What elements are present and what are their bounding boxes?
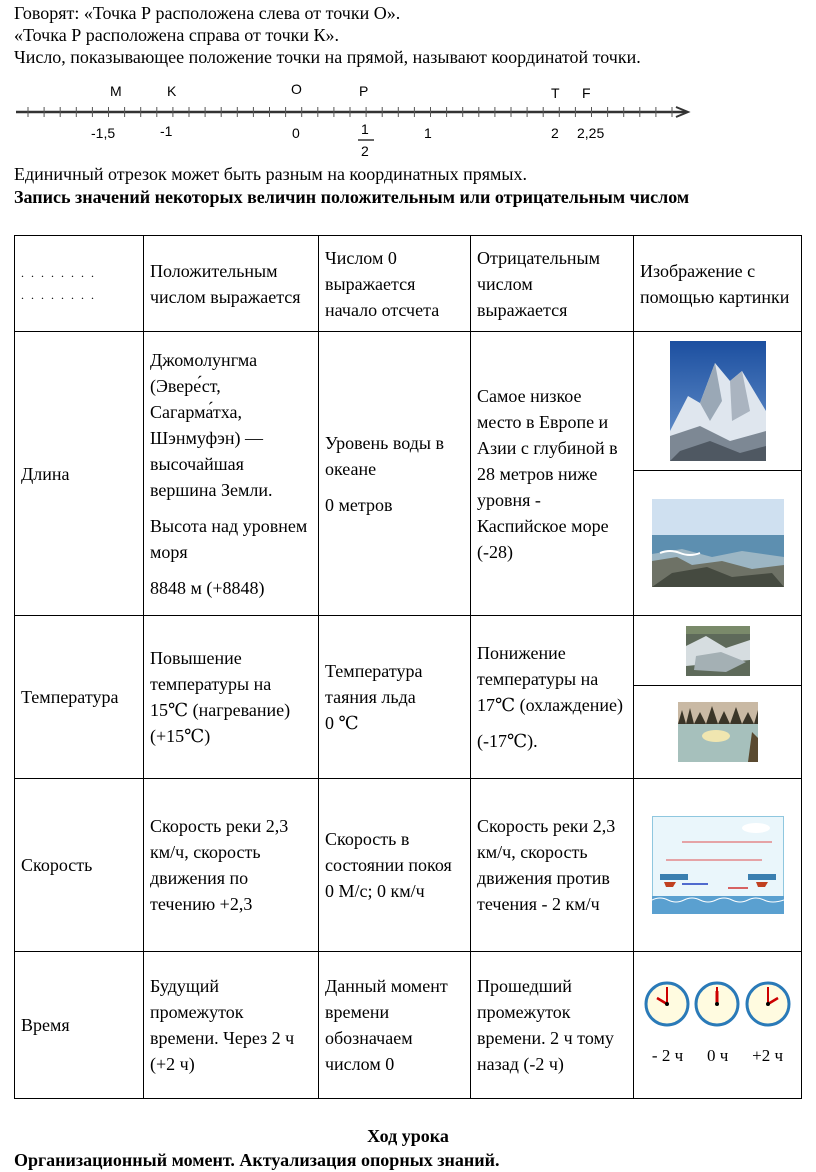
temp-negative-text-2: (-17℃). <box>477 731 538 751</box>
row-name-length: Длина <box>15 332 144 616</box>
clock-10-icon <box>644 981 690 1027</box>
row-name-time: Время <box>15 952 144 1099</box>
length-zero-text-1: Уровень воды в океане <box>325 432 444 479</box>
temp-negative-text-1: Понижение температуры на 17℃ (охлаждение) <box>477 643 623 715</box>
coord-f: 2,25 <box>577 125 605 141</box>
row-name-temperature: Температура <box>15 616 144 779</box>
coord-p-denominator: 2 <box>361 143 369 159</box>
coord-p-numerator: 1 <box>361 121 369 137</box>
clocks-row <box>640 981 795 1027</box>
clock-labels <box>640 1043 795 1069</box>
clock-2-icon <box>745 981 791 1027</box>
frozen-lake-image <box>678 702 758 762</box>
coord-k: -1 <box>160 123 173 139</box>
table-row-speed <box>15 779 802 952</box>
number-line-ticks <box>28 107 672 117</box>
header-dots-cell <box>15 236 144 332</box>
point-letter-t: T <box>551 85 560 101</box>
river-speed-image-cell <box>634 779 802 952</box>
table-header-row <box>15 236 802 332</box>
number-line <box>14 76 694 162</box>
coord-1: 1 <box>424 125 432 141</box>
speed-negative-cell: Скорость реки 2,3 км/ч, скорость движения против течения - 2 км/ч <box>471 779 634 952</box>
section-heading: Запись значений некоторых величин положительным или отрицательным числом <box>14 187 690 207</box>
intro-line-2: «Точка Р расположена справа от точки К». <box>14 25 340 45</box>
header-dots-1: . . . . . . . . <box>21 265 96 280</box>
sea-image-cell <box>634 471 802 616</box>
temp-zero-text-1: Температура таяния льда <box>325 661 423 707</box>
melting-ice-image <box>686 626 750 676</box>
header-positive: Положительным числом выражается <box>144 236 319 332</box>
mountain-image <box>670 341 766 461</box>
time-positive-cell: Будущий промежуток времени. Через 2 ч (+2 ч) <box>144 952 319 1099</box>
clock-label-plus-2: +2 ч <box>752 1046 784 1065</box>
frozen-lake-image-cell <box>634 686 802 779</box>
length-negative-cell: Самое низкое место в Европе и Азии с глубиной в 28 метров ниже уровня - Каспийское море (-28) <box>471 332 634 616</box>
clock-label-0: 0 ч <box>707 1046 729 1065</box>
ice-image-cell <box>634 616 802 686</box>
speed-positive-cell: Скорость реки 2,3 км/ч, скорость движения по течению +2,3 <box>144 779 319 952</box>
table-row-length <box>15 332 802 471</box>
coord-t: 2 <box>551 125 559 141</box>
coord-o: 0 <box>292 125 300 141</box>
point-letter-k: K <box>167 83 177 99</box>
length-positive-cell <box>144 332 319 616</box>
time-negative-cell: Прошедший промежуток времени. 2 ч тому назад (-2 ч) <box>471 952 634 1099</box>
point-letter-o: O <box>291 81 302 97</box>
lesson-stage-subtitle: Организационный момент. Актуализация опорных знаний. <box>14 1150 500 1170</box>
coord-m: -1,5 <box>91 125 116 141</box>
clocks-cell <box>634 952 802 1099</box>
unit-segment-note: Единичный отрезок может быть разным на координатных прямых. <box>14 164 527 184</box>
river-speed-diagram-image <box>652 816 784 914</box>
sea-image <box>652 499 784 587</box>
values-table <box>14 235 802 1099</box>
temp-negative-cell <box>471 616 634 779</box>
temp-zero-cell <box>319 616 471 779</box>
lesson-progress-title: Ход урока <box>367 1126 449 1146</box>
speed-zero-cell: Скорость в состоянии покоя 0 М/с; 0 км/ч <box>319 779 471 952</box>
intro-line-3: Число, показывающее положение точки на прямой, называют координатой точки. <box>14 47 641 67</box>
everest-image-cell <box>634 332 802 471</box>
length-zero-cell <box>319 332 471 616</box>
header-zero: Числом 0 выражается начало отсчета <box>319 236 471 332</box>
length-zero-text-2: 0 метров <box>325 494 393 515</box>
clock-label-minus-2: - 2 ч <box>651 1046 684 1065</box>
temp-positive-cell: Повышение температуры на 15℃ (нагревание) (+15℃) <box>144 616 319 779</box>
header-dots-2: . . . . . . . . <box>21 287 96 302</box>
point-letter-f: F <box>582 85 591 101</box>
length-positive-text-1: Джомолунгма (Эвере́ст, Сагарма́тха, Шэнмуфэн) — высочайшая вершина Земли. <box>150 349 273 500</box>
header-negative: Отрицательным числом выражается <box>471 236 634 332</box>
intro-line-1: Говорят: «Точка Р расположена слева от точки О». <box>14 3 401 23</box>
length-positive-text-3: 8848 м (+8848) <box>150 577 265 598</box>
header-image: Изображение с помощью картинки <box>634 236 802 332</box>
length-positive-text-2: Высота над уровнем моря <box>150 515 308 562</box>
time-zero-cell: Данный момент времени обозначаем числом 0 <box>319 952 471 1099</box>
point-letter-p: P <box>359 83 369 99</box>
row-name-speed: Скорость <box>15 779 144 952</box>
temp-zero-text-2: 0 ℃ <box>325 713 359 733</box>
table-row-temperature <box>15 616 802 686</box>
table-row-time <box>15 952 802 1099</box>
point-letter-m: M <box>110 83 122 99</box>
clock-12-icon <box>694 981 740 1027</box>
